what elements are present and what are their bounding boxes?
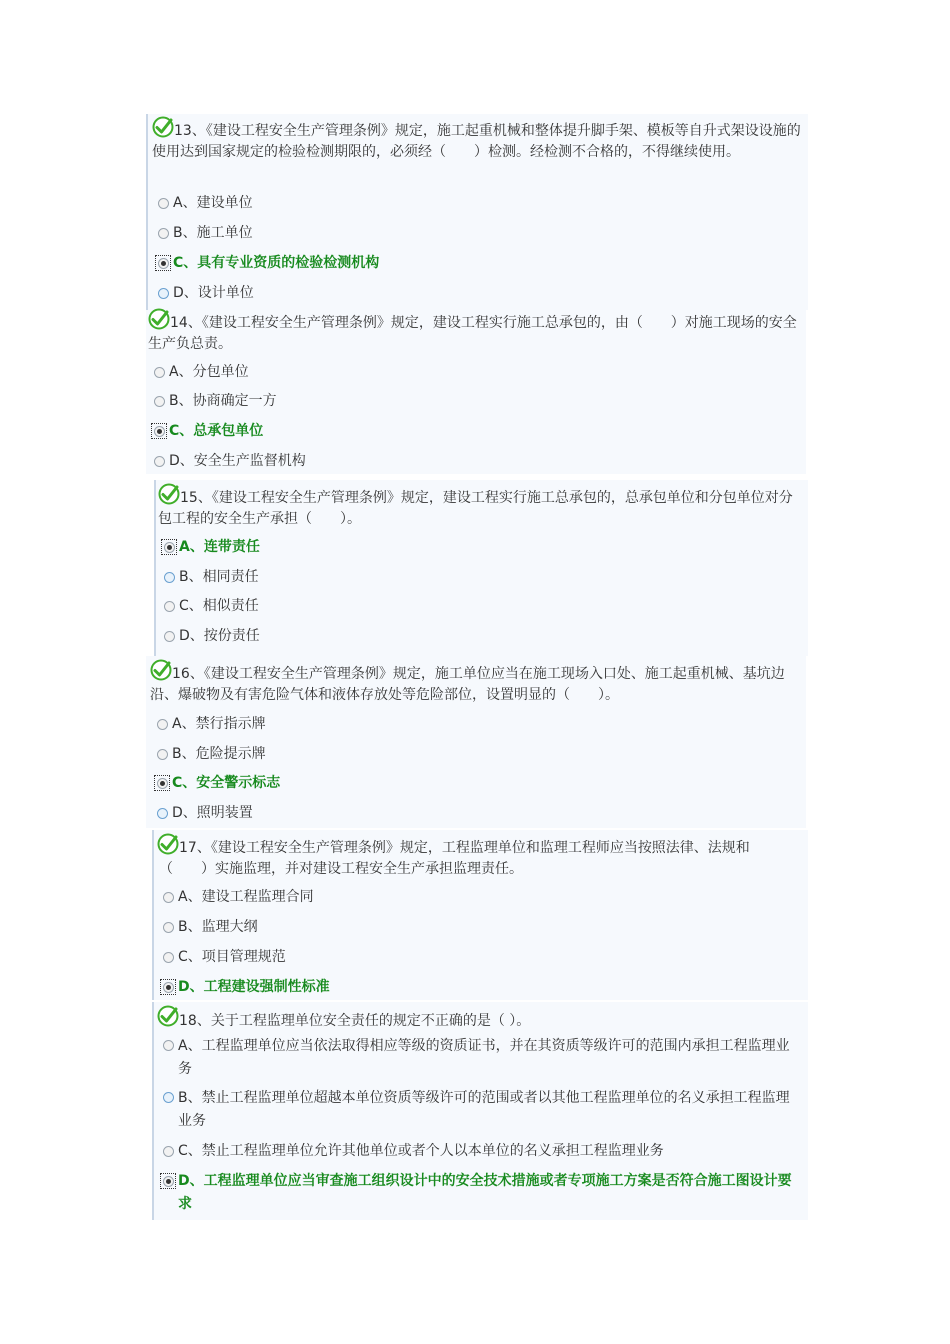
radio-focus-box[interactable] [161, 539, 177, 555]
radio-focus-box[interactable] [154, 775, 170, 791]
option-label: C、禁止工程监理单位允许其他单位或者个人以本单位的名义承担工程监理业务 [178, 1143, 664, 1159]
radio-button[interactable] [157, 808, 168, 819]
radio-button-checked[interactable] [154, 426, 165, 437]
option-label: C、具有专业资质的检验检测机构 [173, 255, 380, 271]
radio-button[interactable] [157, 749, 168, 760]
radio-button-checked[interactable] [157, 778, 168, 789]
radio-button[interactable] [163, 1040, 174, 1051]
option-label: B、禁止工程监理单位超越本单位资质等级许可的范围或者以其他工程监理单位的名义承担工程监理业务 [178, 1090, 790, 1129]
option-c[interactable] [163, 947, 286, 967]
option-b[interactable] [157, 744, 266, 764]
radio-button[interactable] [154, 396, 165, 407]
option-c[interactable] [163, 1141, 664, 1161]
option-c-selected[interactable] [154, 773, 280, 793]
option-label: B、施工单位 [173, 225, 253, 241]
radio-focus-box[interactable] [155, 255, 171, 271]
option-b[interactable] [154, 391, 277, 411]
radio-focus-box[interactable] [151, 423, 167, 439]
radio-focus-box[interactable] [160, 1173, 176, 1189]
option-label: D、安全生产监督机构 [169, 453, 306, 469]
radio-button[interactable] [163, 892, 174, 903]
radio-button-checked[interactable] [164, 542, 175, 553]
option-label: B、相同责任 [179, 569, 259, 585]
option-label: D、照明装置 [172, 805, 253, 821]
radio-button[interactable] [163, 1092, 174, 1103]
option-label: C、安全警示标志 [172, 775, 281, 791]
radio-button[interactable] [157, 719, 168, 730]
radio-button[interactable] [163, 922, 174, 933]
option-d-selected[interactable] [160, 1170, 800, 1216]
radio-button-checked[interactable] [163, 982, 174, 993]
option-label: C、相似责任 [179, 598, 259, 614]
option-label: A、禁行指示牌 [172, 716, 266, 732]
option-label: C、总承包单位 [169, 423, 264, 439]
option-d[interactable] [164, 626, 260, 646]
option-c-selected[interactable] [155, 253, 379, 273]
option-a-selected[interactable] [161, 537, 260, 557]
option-label: B、危险提示牌 [172, 746, 266, 762]
option-label: D、按份责任 [179, 628, 260, 644]
option-a[interactable] [158, 193, 253, 213]
question-text: 16、《建设工程安全生产管理条例》规定，施工单位应当在施工现场入口处、施工起重机械、基坑边沿、爆破物及有害危险气体和液体存放处等危险部位，设置明显的（ ）。 [150, 666, 785, 703]
radio-button-checked[interactable] [163, 1176, 174, 1187]
radio-button[interactable] [158, 198, 169, 209]
radio-button[interactable] [158, 228, 169, 239]
option-label: B、监理大纲 [178, 919, 258, 935]
question-text: 18、关于工程监理单位安全责任的规定不正确的是（ ）。 [179, 1013, 531, 1029]
option-a[interactable] [157, 714, 266, 734]
option-label: D、工程监理单位应当审查施工组织设计中的安全技术措施或者专项施工方案是否符合施工图设计要求 [178, 1173, 792, 1212]
option-label: A、分包单位 [169, 364, 249, 380]
option-label: B、协商确定一方 [169, 393, 277, 409]
radio-button[interactable] [164, 631, 175, 642]
option-b[interactable] [164, 567, 259, 587]
option-a[interactable] [154, 362, 249, 382]
option-c[interactable] [164, 596, 259, 616]
option-d-selected[interactable] [160, 977, 330, 997]
option-c-selected[interactable] [151, 421, 263, 441]
option-b[interactable] [158, 223, 253, 243]
option-d[interactable] [157, 803, 253, 823]
question-text: 15、《建设工程安全生产管理条例》规定，建设工程实行施工总承包的，总承包单位和分包单位对分包工程的安全生产承担（ ）。 [158, 490, 793, 527]
radio-button[interactable] [163, 1146, 174, 1157]
question-text: 14、《建设工程安全生产管理条例》规定，建设工程实行施工总承包的，由（ ）对施工现场的安全生产负总责。 [148, 315, 797, 352]
option-label: C、项目管理规范 [178, 949, 286, 965]
option-label: A、工程监理单位应当依法取得相应等级的资质证书，并在其资质等级许可的范围内承担工程监理业务 [178, 1038, 790, 1077]
option-a[interactable] [163, 1035, 803, 1081]
radio-focus-box[interactable] [160, 979, 176, 995]
radio-button[interactable] [163, 952, 174, 963]
radio-button[interactable] [164, 601, 175, 612]
option-d[interactable] [154, 451, 306, 471]
question-text: 13、《建设工程安全生产管理条例》规定，施工起重机械和整体提升脚手架、模板等自升式架设设施的使用达到国家规定的检验检测期限的，必须经（ ）检测。经检测不合格的，不得继续使用。 [152, 123, 801, 160]
radio-button[interactable] [158, 288, 169, 299]
option-b[interactable] [163, 917, 258, 937]
option-label: A、建设单位 [173, 195, 253, 211]
option-b[interactable] [163, 1087, 803, 1133]
radio-button[interactable] [164, 572, 175, 583]
question-text: 17、《建设工程安全生产管理条例》规定，工程监理单位和监理工程师应当按照法律、法规和（ ）实施监理，并对建设工程安全生产承担监理责任。 [159, 840, 750, 877]
option-label: A、连带责任 [179, 539, 260, 555]
option-label: A、建设工程监理合同 [178, 889, 314, 905]
option-a[interactable] [163, 887, 314, 907]
option-label: D、设计单位 [173, 285, 254, 301]
radio-button-checked[interactable] [158, 258, 169, 269]
option-label: D、工程建设强制性标准 [178, 979, 330, 995]
option-d[interactable] [158, 283, 254, 303]
radio-button[interactable] [154, 367, 165, 378]
radio-button[interactable] [154, 456, 165, 467]
